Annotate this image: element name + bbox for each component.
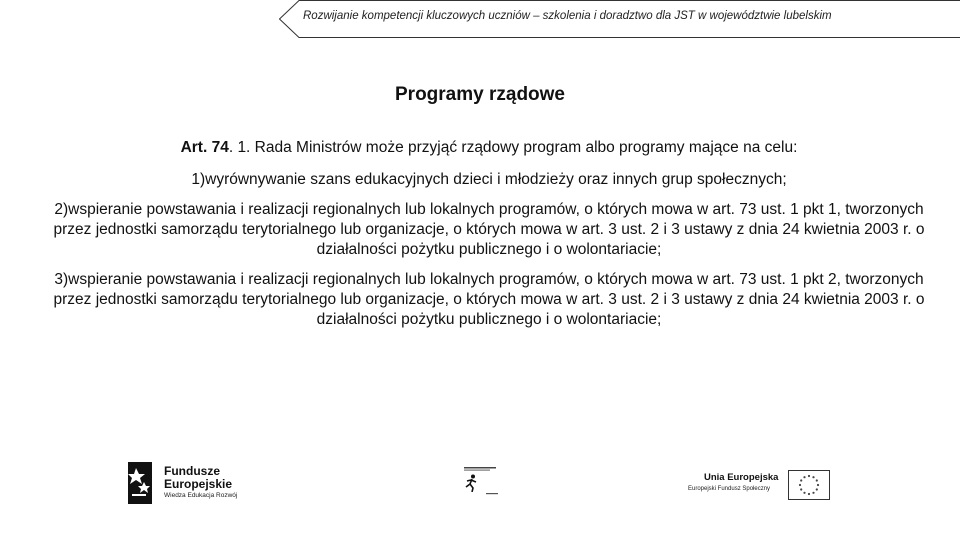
middle-logo-caption-icon — [464, 466, 504, 472]
unia-europejska-logo — [688, 470, 838, 502]
eu-flag-icon — [788, 470, 830, 500]
article-lead — [36, 138, 942, 158]
list-item-1: 1)wyrównywanie szans edukacyjnych dzieci i młodzieży oraz innych grup społecznych; — [191, 171, 787, 188]
eu-name: Unia Europejska — [704, 472, 779, 483]
fe-line-1: Fundusze — [164, 464, 220, 478]
middle-logo — [462, 466, 502, 496]
banner-title: Rozwijanie kompetencji kluczowych uczniów – szkolenia i doradztwo dla JST w województwie lubelskim — [303, 10, 832, 22]
article-number: Art. 74 — [180, 139, 229, 156]
article-lead-text: . 1. Rada Ministrów może przyjąć rządowy program albo programy mające na celu: — [228, 139, 798, 156]
running-figure-icon — [464, 474, 480, 492]
fe-line-2: Europejskie — [164, 477, 233, 491]
page-title: Programy rządowe — [395, 84, 565, 105]
article-body — [36, 138, 942, 340]
eu-fund: Europejski Fundusz Społeczny — [688, 486, 771, 492]
list-item-2: 2)wspieranie powstawania i realizacji regionalnych lub lokalnych programów, o których mowa w art. 73 ust. 1 pkt 1, tworzonych przez jednostki samorządu terytorialnego lub organizacje, o których mowa w art. 3 ust. 2 i 3 ustawy z dnia 24 kwietnia 2003 r. o działalności pożytku publicznego i o wolontariacie; — [53, 201, 925, 258]
fundusze-europejskie-mark-icon — [128, 462, 156, 504]
header-banner — [279, 0, 960, 38]
fundusze-europejskie-logo — [128, 462, 268, 504]
middle-logo-note-icon — [486, 492, 500, 496]
fe-line-3: Wiedza Edukacja Rozwój — [164, 492, 238, 499]
list-item-3: 3)wspieranie powstawania i realizacji regionalnych lub lokalnych programów, o których mowa w art. 73 ust. 1 pkt 2, tworzonych przez jednostki samorządu terytorialnego lub organizacje, o których mowa w art. 3 ust. 2 i 3 ustawy z dnia 24 kwietnia 2003 r. o działalności pożytku publicznego i o wolontariacie; — [53, 271, 925, 328]
